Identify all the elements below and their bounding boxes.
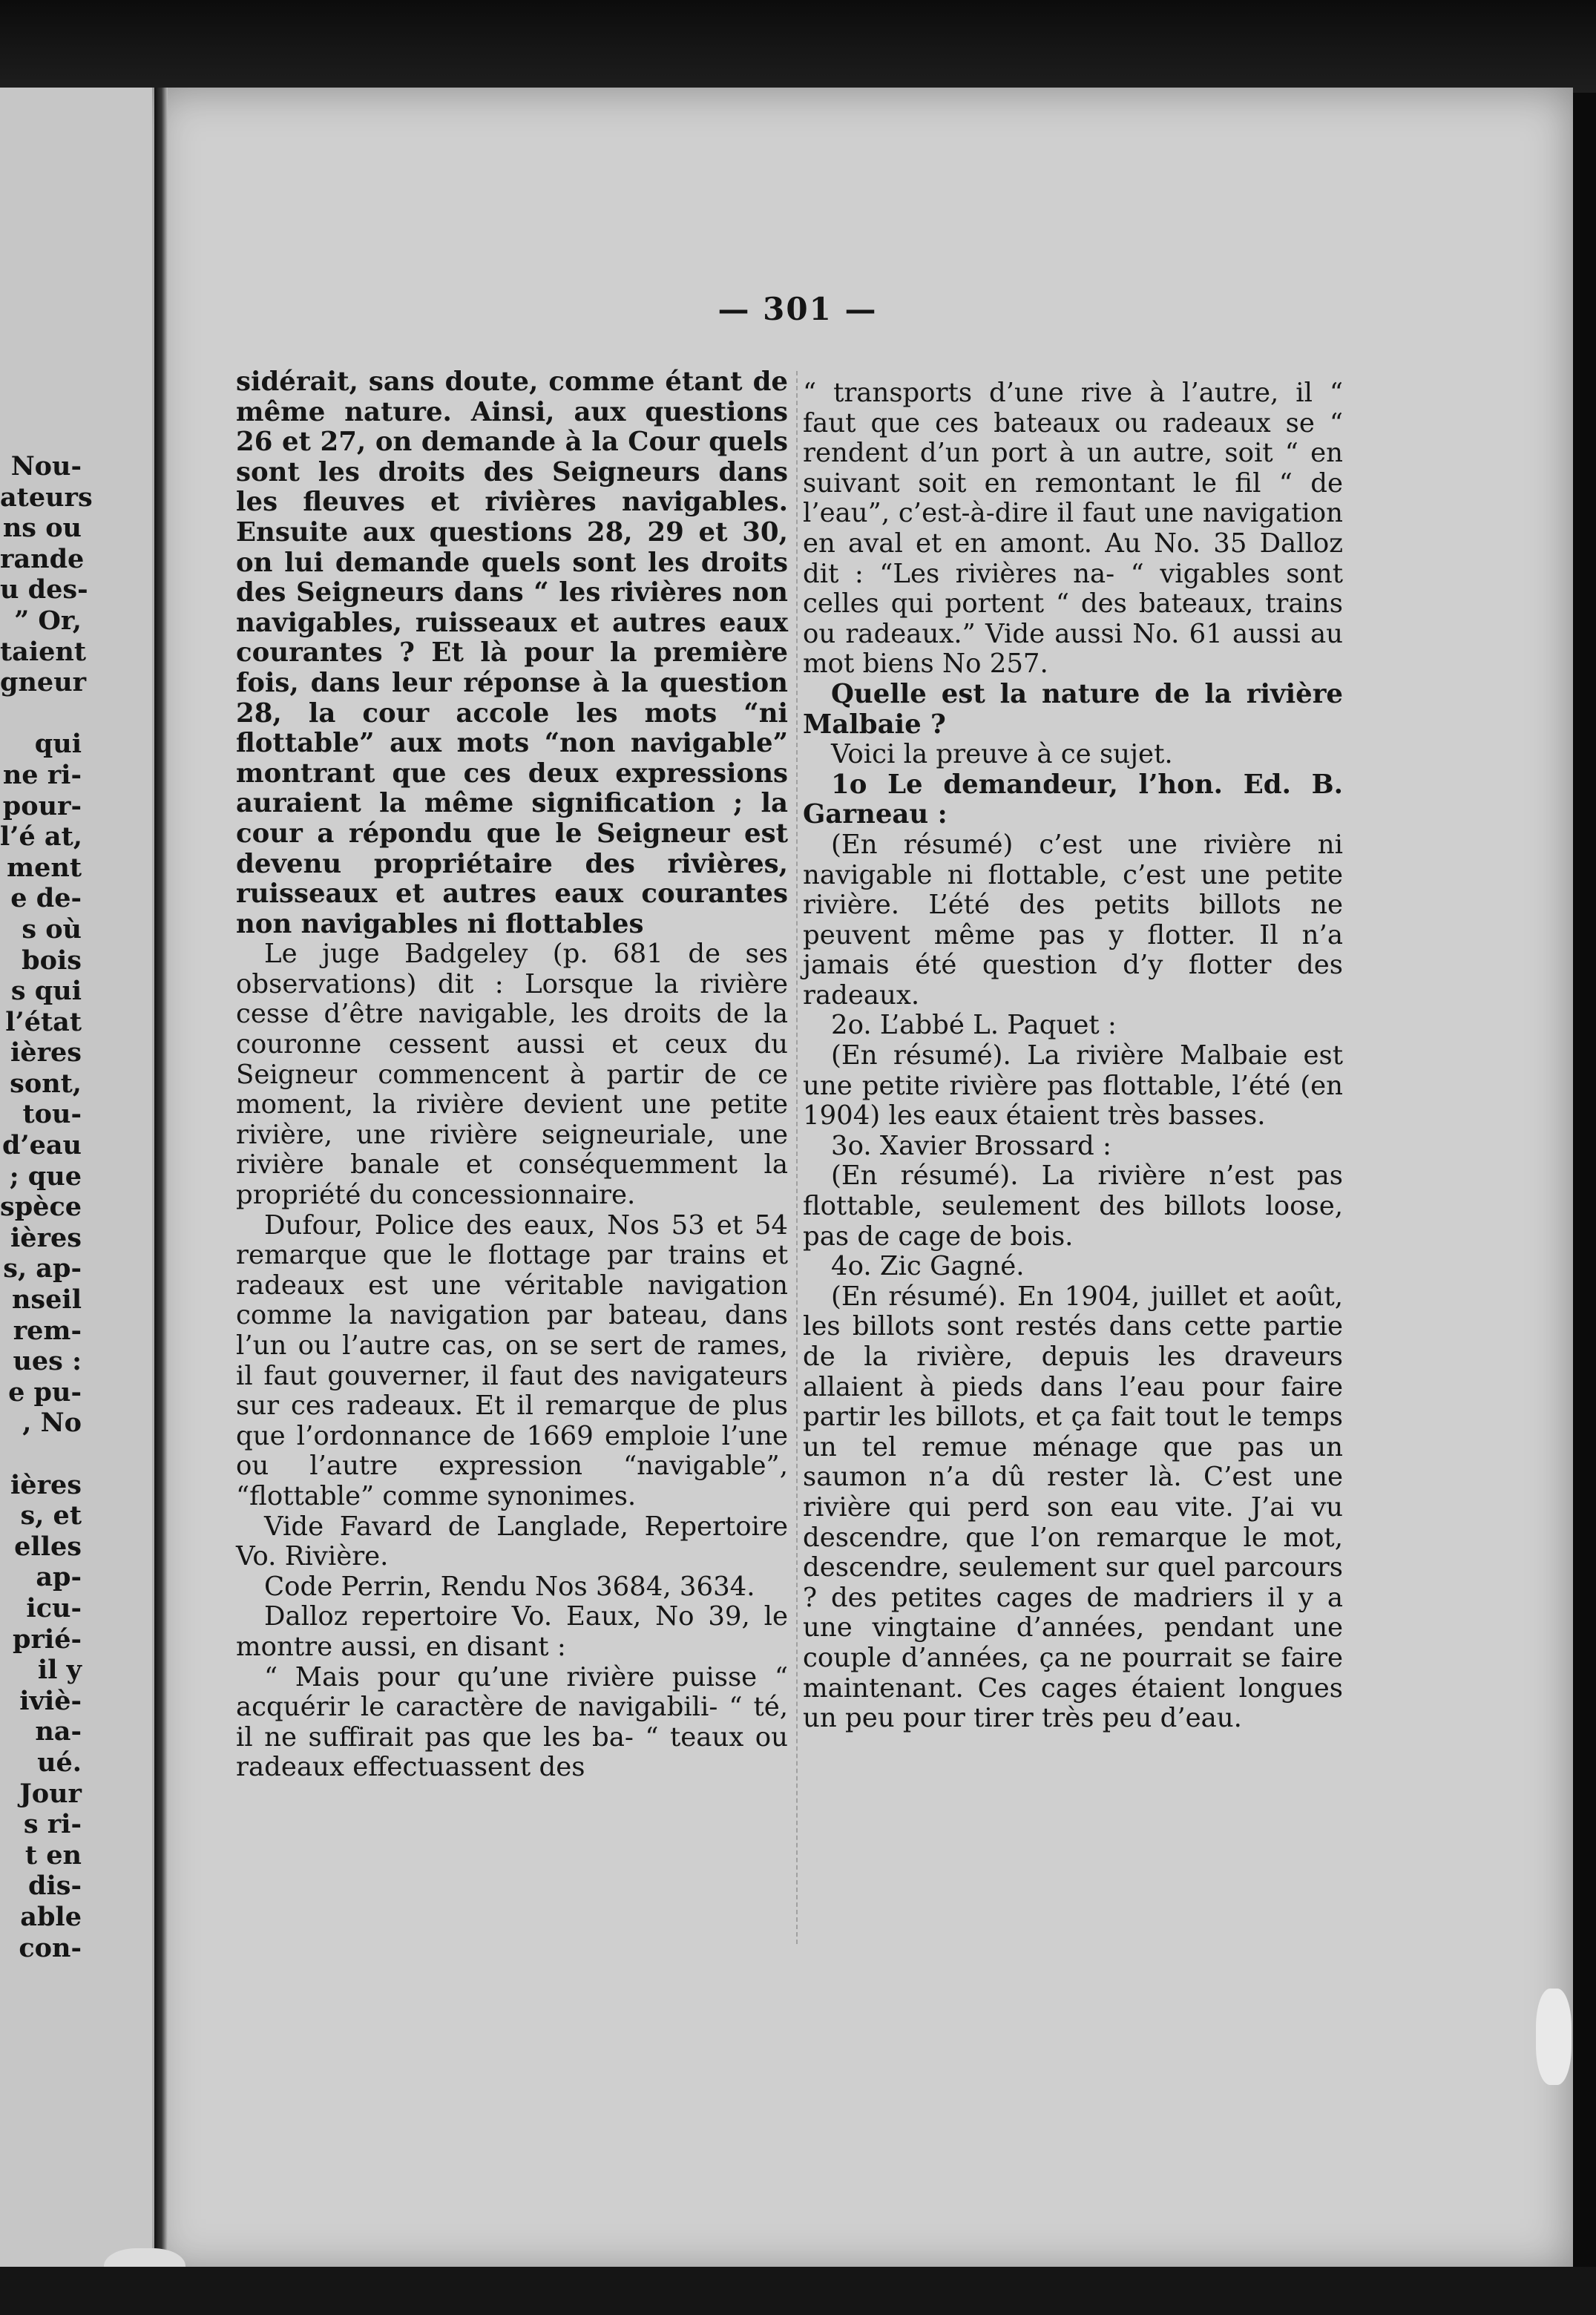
quotation: “ Mais pour qu’une rivière puisse “ acquérir le caractère de navigabili- “ té, il ne suffirait pas que les ba- “ teaux ou radeaux effectuassent des (236, 1661, 788, 1783)
previous-page-line: spèce (0, 1192, 82, 1223)
previous-page-line: il y (37, 1655, 82, 1686)
previous-page-line: ues : (13, 1346, 82, 1377)
previous-page-line (0, 698, 82, 729)
paragraph: Vide Favard de Langlade, Repertoire Vo. Rivière. (236, 1511, 788, 1572)
previous-page-line: rande (0, 543, 85, 574)
testimony-summary: (En résumé). En 1904, juillet et août, les billots sont restés dans cette partie de la rivière, depuis les draveurs allaient à pieds dans l’eau pour faire partir les billots, et ça fait tout le temps un tel remue ménage que pas un saumon n’a dû rester là. C’est une rivière qui perd son eau vite. J’ai vu descendre, que l’on remarque le mot, descendre, seulement sur quel parcours ? des petites cages de madriers il y a une vingtaine d’années, pendant une couple d’années, ça ne pourrait se faire maintenant. Ces cages étaient longues un peu pour tirer très peu d’eau. (803, 1281, 1343, 1734)
previous-page-line: icu- (26, 1592, 82, 1623)
previous-page-line: ué. (37, 1747, 82, 1778)
right-text-column (803, 378, 1343, 1734)
previous-page-line: ment (7, 852, 82, 883)
paragraph: Dufour, Police des eaux, Nos 53 et 54 remarque que le flottage par trains et radeaux est une véritable navigation comme la navigation par bateau, dans l’un ou l’autre cas, on se sert de rames, il faut gouverner, il faut des navigateurs sur ces radeaux. Et il remarque de plus que l’ordonnance de 1669 emploie l’une ou l’autre expression “navigable”, “flottable” comme synonimes. (236, 1209, 788, 1511)
previous-page-line: qui (34, 729, 82, 760)
top-film-border (0, 0, 1596, 93)
witness-heading: 4o. Zic Gagné. (831, 1251, 1025, 1282)
witness-heading: 1o Le demandeur, l’hon. Ed. B. Garneau : (803, 769, 1343, 830)
left-text-column (236, 367, 788, 1783)
page-gutter (154, 88, 168, 2273)
previous-page-line: bois (22, 945, 82, 976)
previous-page-line: rem- (13, 1315, 82, 1346)
previous-page-line: nseil (11, 1284, 82, 1316)
bottom-film-border (0, 2267, 1596, 2315)
previous-page-line: sont, (10, 1068, 82, 1099)
previous-page-line: able (20, 1901, 82, 1932)
previous-page-line: ns ou (2, 513, 82, 544)
page-number: — 301 — (717, 291, 878, 327)
previous-page-line: s ri- (23, 1809, 82, 1840)
paragraph: Code Perrin, Rendu Nos 3684, 3634. (264, 1571, 755, 1602)
previous-page-line: Nou- (10, 451, 82, 482)
previous-page-fragment (0, 88, 160, 2273)
previous-page-line: ières (10, 1469, 82, 1500)
paper-damage-mark (1536, 1989, 1572, 2085)
previous-page-line: t en (24, 1839, 82, 1871)
quotation: “ transports d’une rive à l’autre, il “ faut que ces bateaux ou radeaux se “ rendent d’un port à un autre, soit “ en suivant soit en remontant le fil “ de l’eau”, c’est-à-dire il faut une navigation en aval et en amont. Au No. 35 Dalloz dit : “Les rivières na- “ vigables sont celles qui portent “ des bateaux, trains ou radeaux.” Vide aussi No. 61 aussi au mot biens No 257. (803, 378, 1343, 680)
previous-page-line: iviè- (19, 1685, 82, 1716)
previous-page-line: l’é at, (0, 821, 82, 853)
testimony-summary: (En résumé). La rivière Malbaie est une petite rivière pas flottable, l’été (en 1904) les eaux étaient très basses. (803, 1040, 1343, 1132)
previous-page-line: elles (14, 1531, 82, 1562)
previous-page-line: e pu- (8, 1376, 82, 1408)
previous-page-line: gneur (0, 667, 87, 698)
paragraph: Dalloz repertoire Vo. Eaux, No 39, le montre aussi, en disant : (236, 1601, 788, 1662)
paragraph: sidérait, sans doute, comme étant de même nature. Ainsi, aux questions 26 et 27, on demande à la Cour quels sont les droits des Seigneurs dans les fleuves et rivières navigables. Ensuite aux questions 28, 29 et 30, on lui demande quels sont les droits des Seigneurs dans “ les rivières non navigables, ruisseaux et autres eaux courantes ? Et là pour la première fois, dans leur réponse à la question 28, la cour accole les mots “ni flottable” aux mots “non navigable” montrant que ces deux expressions auraient la même signification ; la cour a répondu que le Seigneur est devenu propriétaire des rivières, ruisseaux et autres eaux courantes non navigables ni flottables (236, 367, 788, 939)
paragraph: Voici la preuve à ce sujet. (831, 739, 1173, 770)
previous-page-line: ateurs (0, 482, 93, 513)
previous-page-line: prié- (12, 1623, 82, 1655)
previous-page-line: l’état (5, 1006, 82, 1037)
previous-page-line (0, 1439, 82, 1470)
previous-page-text (0, 451, 93, 1963)
witness-heading: 2o. L’abbé L. Paquet : (831, 1010, 1117, 1041)
previous-page-line: ap- (36, 1562, 82, 1593)
previous-page-line: ières (10, 1037, 82, 1068)
previous-page-line: con- (19, 1932, 82, 1963)
previous-page-line: , No (22, 1408, 82, 1439)
witness-heading: 3o. Xavier Brossard : (831, 1130, 1111, 1161)
previous-page-line: s où (22, 913, 82, 945)
previous-page-line: ” Or, (14, 605, 82, 636)
previous-page-line: u des- (0, 574, 88, 605)
previous-page-line: Jour (19, 1778, 82, 1809)
previous-page-line: tou- (22, 1099, 82, 1130)
previous-page-line: e de- (10, 883, 82, 914)
paragraph: Le juge Badgeley (p. 681 de ses observations) dit : Lorsque la rivière cesse d’être navigable, les droits de la couronne cessent aussi et ceux du Seigneur commencent à partir de ce moment, la rivière devient une petite rivière, une rivière seigneuriale, une rivière banale et conséquemment la propriété du concessionnaire. (236, 939, 788, 1211)
question-heading: Quelle est la nature de la rivière Malbaie ? (803, 678, 1343, 740)
previous-page-line: na- (35, 1716, 82, 1747)
testimony-summary: (En résumé) c’est une rivière ni navigable ni flottable, c’est une petite rivière. L’été des petits billots ne peuvent même pas y flotter. Il n’a jamais été question d’y flotter des radeaux. (803, 829, 1343, 1011)
previous-page-line: pour- (2, 790, 82, 821)
previous-page-line: s qui (10, 976, 82, 1007)
previous-page-line: s, et (20, 1500, 82, 1531)
previous-page-line: s, ap- (3, 1253, 82, 1284)
previous-page-line: ières (10, 1222, 82, 1253)
testimony-summary: (En résumé). La rivière n’est pas flottable, seulement des billots loose, pas de cage de bois. (803, 1160, 1343, 1252)
previous-page-line: ne ri- (2, 759, 82, 790)
previous-page-line: dis- (28, 1871, 82, 1902)
previous-page-line: ; que (9, 1160, 82, 1192)
column-divider (796, 371, 799, 1944)
previous-page-line: d’eau (1, 1130, 82, 1161)
previous-page-line: taient (0, 636, 87, 667)
